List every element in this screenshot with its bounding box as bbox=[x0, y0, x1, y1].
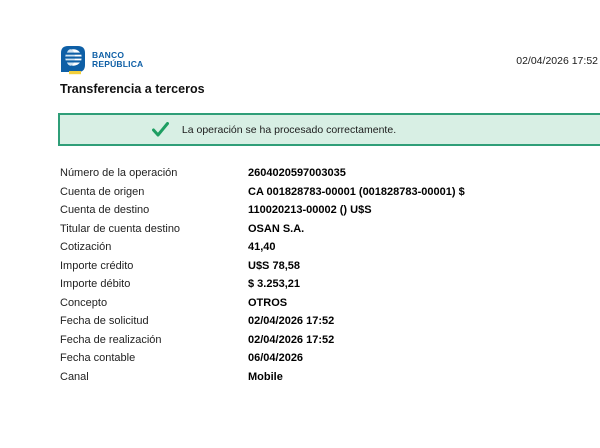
detail-row bbox=[60, 275, 580, 294]
detail-row bbox=[60, 238, 580, 257]
detail-row bbox=[60, 183, 580, 202]
bank-logo-line1: BANCO bbox=[92, 49, 125, 60]
detail-row bbox=[60, 294, 580, 313]
detail-label: Cuenta de origen bbox=[60, 185, 145, 198]
detail-label: Cotización bbox=[60, 241, 112, 254]
detail-row bbox=[60, 312, 580, 331]
detail-label: Importe débito bbox=[60, 278, 131, 291]
detail-row bbox=[60, 368, 580, 387]
detail-row bbox=[60, 331, 580, 350]
success-alert bbox=[58, 113, 600, 146]
detail-row bbox=[60, 257, 580, 276]
header-datetime: 02/04/2026 17:52 bbox=[516, 55, 598, 67]
detail-label: Número de la operación bbox=[60, 167, 178, 180]
detail-value: 02/04/2026 17:52 bbox=[248, 315, 335, 328]
detail-value: 110020213-00002 () U$S bbox=[248, 204, 372, 217]
detail-value: Mobile bbox=[248, 370, 283, 383]
detail-row bbox=[60, 349, 580, 368]
detail-label: Concepto bbox=[60, 296, 108, 309]
detail-value: U$S 78,58 bbox=[248, 259, 300, 272]
checkmark-icon bbox=[152, 122, 169, 137]
detail-value: 2604020597003035 bbox=[248, 167, 346, 180]
detail-label: Importe crédito bbox=[60, 259, 134, 272]
transfer-details-list bbox=[60, 164, 580, 386]
detail-label: Cuenta de destino bbox=[60, 204, 150, 217]
detail-value: OSAN S.A. bbox=[248, 222, 305, 235]
detail-value: CA 001828783-00001 (001828783-00001) $ bbox=[248, 185, 465, 198]
page-title: Transferencia a terceros bbox=[60, 82, 205, 96]
detail-label: Fecha contable bbox=[60, 352, 136, 365]
detail-value: 06/04/2026 bbox=[248, 352, 304, 365]
detail-value: $ 3.253,21 bbox=[248, 278, 300, 291]
detail-label: Canal bbox=[60, 370, 89, 383]
detail-row bbox=[60, 164, 580, 183]
bank-logo-line2: REPÚBLICA bbox=[92, 59, 144, 69]
detail-row bbox=[60, 220, 580, 239]
detail-value: 41,40 bbox=[248, 241, 276, 254]
detail-label: Titular de cuenta destino bbox=[60, 222, 181, 235]
bank-logo-text bbox=[92, 51, 143, 70]
bank-logo[interactable] bbox=[60, 45, 143, 75]
success-alert-message: La operación se ha procesado correctamente. bbox=[181, 123, 397, 136]
bank-logo-icon bbox=[60, 45, 86, 75]
detail-label: Fecha de realización bbox=[60, 333, 162, 346]
detail-value: 02/04/2026 17:52 bbox=[248, 333, 335, 346]
detail-label: Fecha de solicitud bbox=[60, 315, 149, 328]
detail-row bbox=[60, 201, 580, 220]
detail-value: OTROS bbox=[248, 296, 288, 309]
